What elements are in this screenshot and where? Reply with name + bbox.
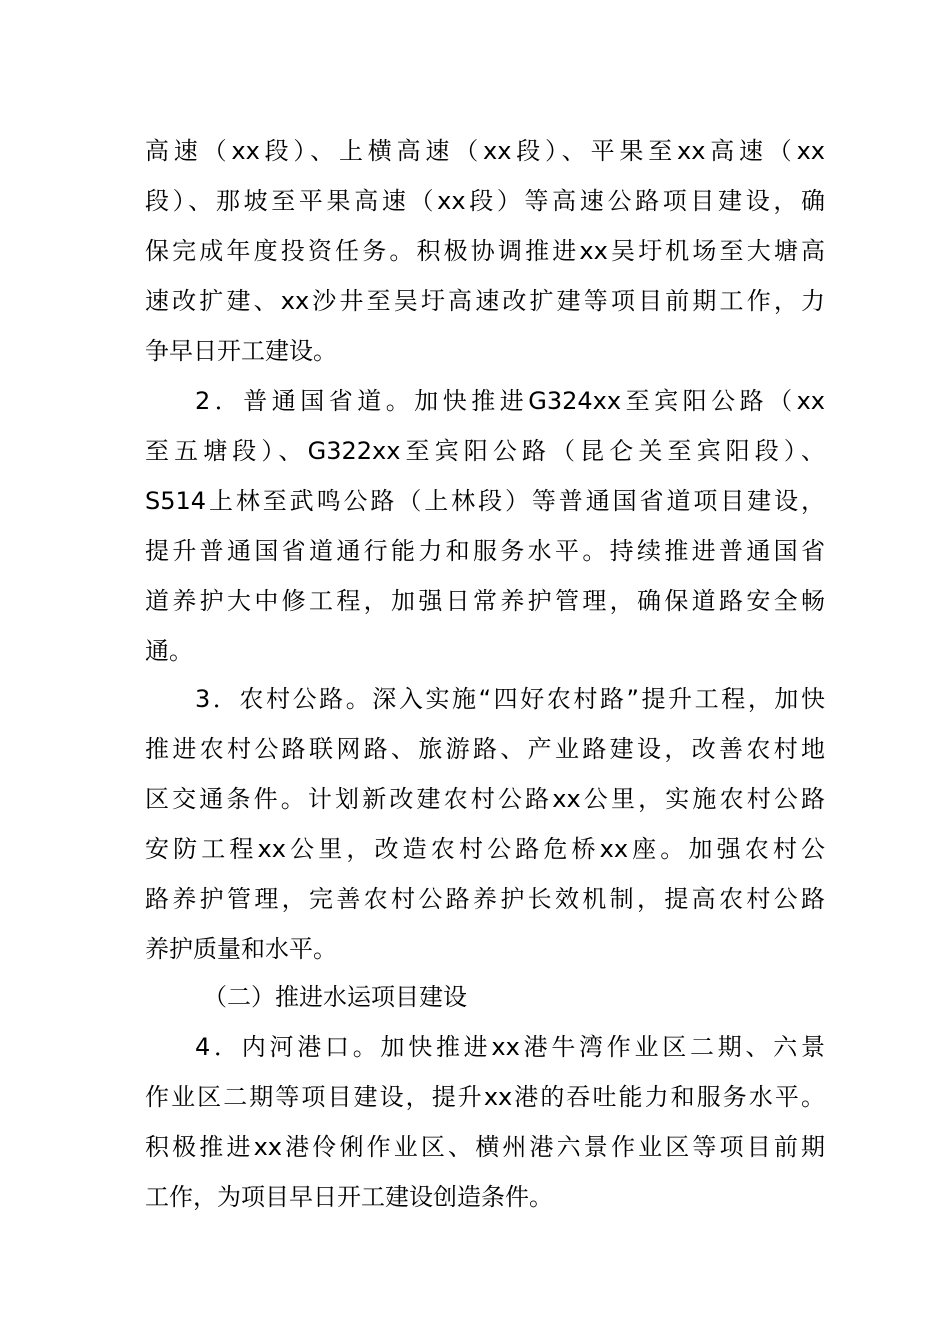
text-line: 提升普通国省道通行能力和服务水平。持续推进普通国省 xyxy=(145,537,825,565)
section-heading: （二）推进水运项目建设 xyxy=(203,983,467,1011)
text-line: 段）、那坡至平果高速（xx段）等高速公路项目建设，确 xyxy=(145,187,825,215)
text-line: 作业区二期等项目建设，提升xx港的吞吐能力和服务水平。 xyxy=(145,1083,825,1111)
text-line: 路养护管理，完善农村公路养护长效机制，提高农村公路 xyxy=(145,885,825,913)
text-line: 通。 xyxy=(145,637,193,665)
text-line: 4．内河港口。加快推进xx港牛湾作业区二期、六景 xyxy=(195,1033,825,1061)
text-line: 保完成年度投资任务。积极协调推进xx吴圩机场至大塘高 xyxy=(145,237,825,265)
text-line: 2．普通国省道。加快推进G324xx至宾阳公路（xx xyxy=(195,387,825,415)
text-line: 速改扩建、xx沙井至吴圩高速改扩建等项目前期工作，力 xyxy=(145,287,825,315)
text-line: 3．农村公路。深入实施“四好农村路”提升工程，加快 xyxy=(195,685,825,713)
text-line: 积极推进xx港伶俐作业区、横州港六景作业区等项目前期 xyxy=(145,1133,825,1161)
text-line: 安防工程xx公里，改造农村公路危桥xx座。加强农村公 xyxy=(145,835,825,863)
text-line: 推进农村公路联网路、旅游路、产业路建设，改善农村地 xyxy=(145,735,825,763)
text-line: S514上林至武鸣公路（上林段）等普通国省道项目建设， xyxy=(145,487,825,515)
text-line: 道养护大中修工程，加强日常养护管理，确保道路安全畅 xyxy=(145,587,825,615)
text-line: 至五塘段）、G322xx至宾阳公路（昆仑关至宾阳段）、 xyxy=(145,437,825,465)
text-line: 高速（xx段）、上横高速（xx段）、平果至xx高速（xx xyxy=(145,137,825,165)
text-line: 养护质量和水平。 xyxy=(145,935,337,963)
text-line: 工作，为项目早日开工建设创造条件。 xyxy=(145,1183,553,1211)
text-line: 区交通条件。计划新改建农村公路xx公里，实施农村公路 xyxy=(145,785,825,813)
text-line: 争早日开工建设。 xyxy=(145,337,337,365)
